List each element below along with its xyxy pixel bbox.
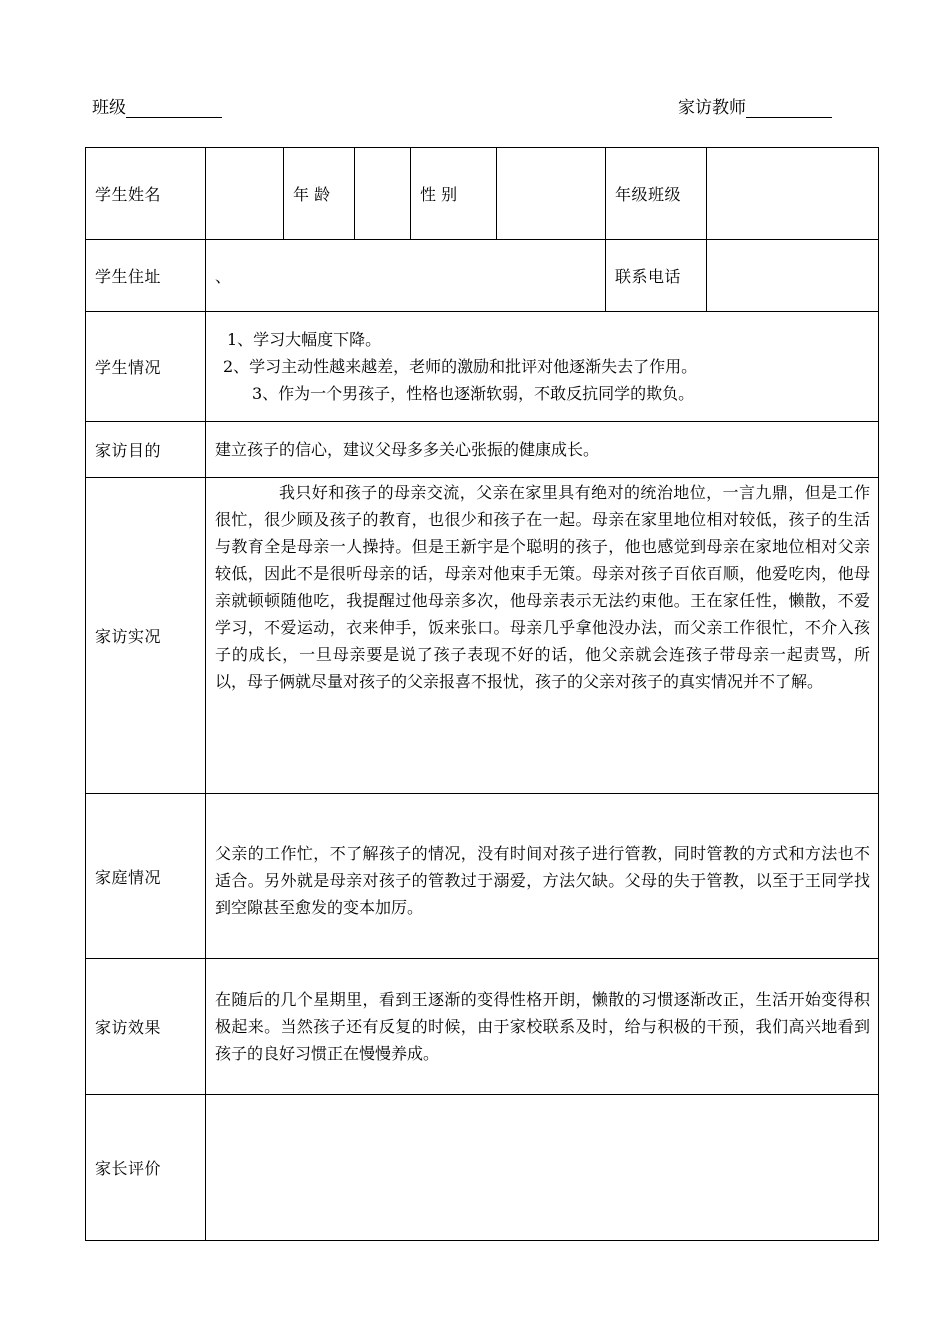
phone-cell[interactable] (707, 240, 879, 312)
situation-cell (206, 312, 879, 422)
teacher-underline[interactable] (746, 97, 832, 118)
situation-line-2: 2、学习主动性越来越差，老师的激励和批评对他逐渐失去了作用。 (223, 357, 698, 376)
class-field (92, 93, 222, 118)
visit-record-label: 家访实况 (86, 478, 206, 794)
visit-record-cell (206, 478, 879, 794)
class-underline[interactable] (126, 97, 222, 118)
row-family (86, 794, 879, 959)
gender-cell[interactable] (497, 148, 606, 240)
home-visit-form (85, 147, 879, 1241)
class-label: 班级 (92, 98, 126, 118)
situation-line-1: 1、学习大幅度下降。 (227, 330, 382, 349)
row-address (86, 240, 879, 312)
situation-line-3: 3、作为一个男孩子，性格也逐渐软弱，不敢反抗同学的欺负。 (252, 384, 695, 403)
student-name-label: 学生姓名 (86, 148, 206, 240)
student-name-cell[interactable] (206, 148, 284, 240)
row-purpose (86, 422, 879, 478)
parent-review-label: 家长评价 (86, 1095, 206, 1241)
row-effect (86, 959, 879, 1095)
row-visit-record (86, 478, 879, 794)
purpose-label: 家访目的 (86, 422, 206, 478)
age-label: 年 龄 (284, 148, 355, 240)
address-label: 学生住址 (86, 240, 206, 312)
purpose-text: 建立孩子的信心，建议父母多多关心张振的健康成长。 (206, 422, 879, 478)
row-situation (86, 312, 879, 422)
row-basic-info (86, 148, 879, 240)
teacher-label: 家访教师 (678, 98, 746, 118)
row-parent-review (86, 1095, 879, 1241)
phone-label: 联系电话 (606, 240, 707, 312)
situation-label: 学生情况 (86, 312, 206, 422)
teacher-field (678, 93, 832, 118)
gender-label: 性 别 (411, 148, 497, 240)
grade-class-cell[interactable] (707, 148, 879, 240)
age-cell[interactable] (355, 148, 411, 240)
visit-record-text: 我只好和孩子的母亲交流，父亲在家里具有绝对的统治地位，一言九鼎，但是工作很忙，很少顾及孩子的教育，也很少和孩子在一起。母亲在家里地位相对较低，孩子的生活与教育全是母亲一人操持。但是王新宇是个聪明的孩子，他也感觉到母亲在家地位相对父亲较低，因此不是很听母亲的话，母亲对他束手无策。母亲对孩子百依百顺，他爱吃肉，他母亲就顿顿随他吃，我提醒过他母亲多次，他母亲表示无法约束他。王在家任性，懒散，不爱学习，不爱运动，衣来伸手，饭来张口。母亲几乎拿他没办法，而父亲工作很忙，不介入孩子的成长，一旦母亲要是说了孩子表现不好的话，他父亲就会连孩子带母亲一起责骂，所以，母子俩就尽量对孩子的父亲报喜不报忧，孩子的父亲对孩子的真实情况并不了解。 (215, 483, 870, 691)
family-label: 家庭情况 (86, 794, 206, 959)
grade-class-label: 年级班级 (606, 148, 707, 240)
family-text: 父亲的工作忙，不了解孩子的情况，没有时间对孩子进行管教，同时管教的方式和方法也不适合。另外就是母亲对孩子的管教过于溺爱，方法欠缺。父母的失于管教，以至于王同学找到空隙甚至愈发的变本加厉。 (206, 794, 879, 959)
effect-label: 家访效果 (86, 959, 206, 1095)
form-header (0, 93, 950, 119)
effect-text: 在随后的几个星期里，看到王逐渐的变得性格开朗，懒散的习惯逐渐改正，生活开始变得积极起来。当然孩子还有反复的时候，由于家校联系及时，给与积极的干预，我们高兴地看到孩子的良好习惯正在慢慢养成。 (206, 959, 879, 1095)
address-cell[interactable]: 、 (206, 240, 606, 312)
parent-review-cell[interactable] (206, 1095, 879, 1241)
